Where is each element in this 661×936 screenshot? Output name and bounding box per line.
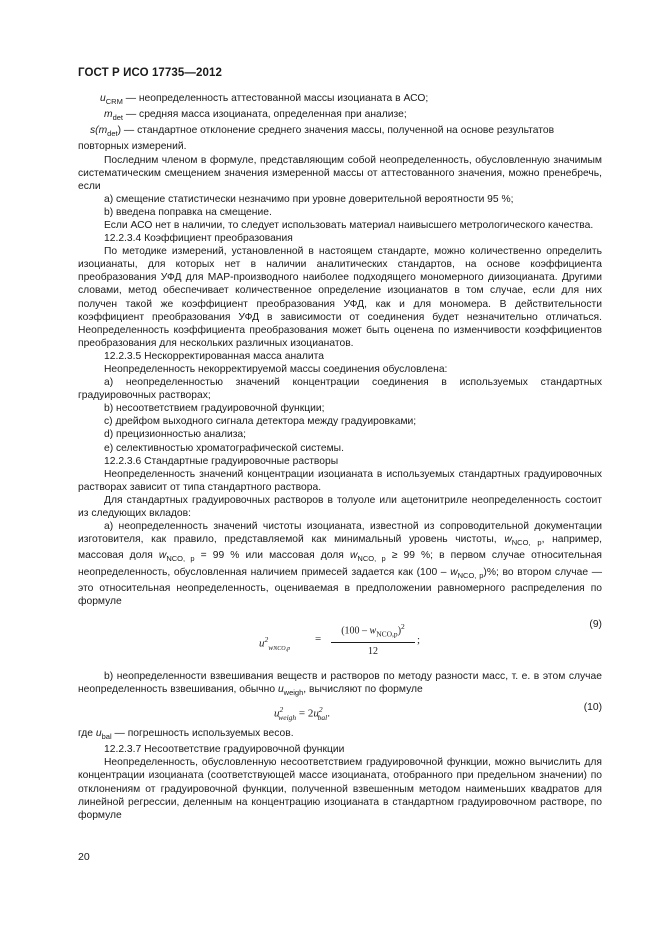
list-item: b) несоответствием градуировочной функции;: [104, 403, 325, 415]
paragraph-standard-solutions: Неопределенность значений концентрации изоцианата в используемых стандартных градуировочных растворах зависит от типа стандартного раствора.: [78, 468, 602, 493]
equation-number-9: (9): [589, 618, 602, 630]
list-item-weighing: b) неопределенности взвешивания веществ и растворов по методу разности масс, т. е. в этом случае неопределенность взвешивания, обычно $u_{weigh}$, вычисляют по формуле: [78, 670, 602, 697]
paragraph-standard-solutions-2: Для стандартных градуировочных растворов в толуоле или ацетонитриле неопределенность состоит из следующих вкладов:: [78, 494, 602, 520]
paragraph-uncorrected-intro: Неопределенность некорректируемой массы соединения обусловлена:: [104, 364, 448, 376]
definition-s-m-det-cont: повторных измерений.: [78, 141, 187, 153]
paragraph-conversion: По методике измерений, установленной в настоящем стандарте, можно количественно определить изоцианаты, для которых нет в наличии аналитических стандартов, на основе коэффициента преобразования УФД для МАР-производного наиболее подходящего мономерного диизоцианата. Другими словами, метод обеспечивает количественное определение изоцианатов в том случае, если для них получен такой же коэффициент преобразования УФД, как и для мономера. В действительности коэффициент преобразования УФД в зависимости от соединения будет незначительно отличаться. Неопределенность коэффициента преобразования может быть оценена по изменчивости коэффициентов преобразования для нескольких различных изоцианатов.: [78, 246, 602, 349]
formula-10-expression: $u^2_{weigh} = 2u^2_{bal}$.: [274, 705, 330, 722]
list-item-purity: a) неопределенность значений чистоты изоцианата, известной из сопроводительной документации изготовителя, как правило, представляемой как минимальный уровень чистоты, $w_{NCO, p}$, например, массовая доля $w_{NCO, p} = 99$ % или массовая доля $w_{NCO, p} \ge 99$ %; в первом случае относительная неопределенность, обусловленная наличием примесей задается как $(100 - w_{NCO, p})\%$; во втором случае — это относительная неопределенность, оцениваемая в предположении равномерного распределения по формуле: [78, 521, 602, 607]
document-body: [78, 92, 602, 822]
definition-u-crm: $u_{CRM}$ — неопределенность аттестованной массы изоцианата в АСО;: [100, 93, 429, 107]
list-item: a) смещение статистически незначимо при уровне доверительной вероятности 95 %;: [104, 193, 514, 205]
list-item: a) неопределенностью значений концентрации соединения в используемых стандартных градуировочных растворах;: [78, 377, 602, 402]
list-item: d) прецизионностью анализа;: [104, 429, 247, 441]
section-heading-12234: 12.2.3.4 Коэффициент преобразования: [104, 233, 293, 245]
formula-9-equals: =: [315, 632, 322, 645]
section-heading-12236: 12.2.3.6 Стандартные градуировочные растворы: [104, 455, 339, 467]
section-heading-12235: 12.2.3.5 Нескорректированная масса аналита: [104, 350, 324, 362]
list-item: b) введена поправка на смещение.: [104, 206, 272, 218]
paragraph-last-member: Последним членом в формуле, представляющим собой неопределенность, обусловленную значимым систематическим смещением значения измеренной массы от аттестованного значения, можно пренебречь, если: [78, 154, 602, 192]
definition-u-bal: где $u_{bal}$ — погрешность используемых весов.: [78, 728, 294, 742]
formula-9-semicolon: ;: [417, 633, 421, 646]
document-header: ГОСТ Р ИСО 17735—2012: [78, 67, 223, 79]
formula-9-lhs: $u^2_{wNCO,p}$: [259, 634, 291, 652]
paragraph-no-aso: Если АСО нет в наличии, то следует использовать материал наивысшего метрологического качества.: [104, 219, 594, 231]
paragraph-nonconformity: Неопределенность, обусловленную несоответствием градуировочной функции, можно вычислить для концентрации изоцианата (соответствующей массе изоцианата, отобранного при предельном значении) по отклонениям от градуировочной функции, полученной взвешенным методом наименьших квадратов для линейной регрессии, деленным на концентрацию изоцианата в стандартном градуировочном растворе, по формуле: [78, 757, 602, 821]
list-item: e) селективностью хроматографической системы.: [104, 442, 344, 454]
section-heading-12237: 12.2.3.7 Несоответствие градуировочной функции: [104, 744, 345, 756]
equation-number-10: (10): [583, 702, 602, 714]
formula-10: [78, 701, 602, 721]
definition-m-det: $m_{det}$ — средняя масса изоцианата, определенная при анализе;: [104, 109, 407, 123]
formula-9: [78, 618, 602, 662]
list-item: c) дрейфом выходного сигнала детектора между градуировками;: [104, 416, 417, 428]
formula-9-fraction: $(100 - w_{NCO,p})^2$ 12: [331, 620, 415, 659]
definition-s-m-det: $s(m_{det})$ — стандартное отклонение среднего значения массы, полученной на основе результатов: [90, 125, 555, 139]
page-number: 20: [78, 851, 90, 863]
